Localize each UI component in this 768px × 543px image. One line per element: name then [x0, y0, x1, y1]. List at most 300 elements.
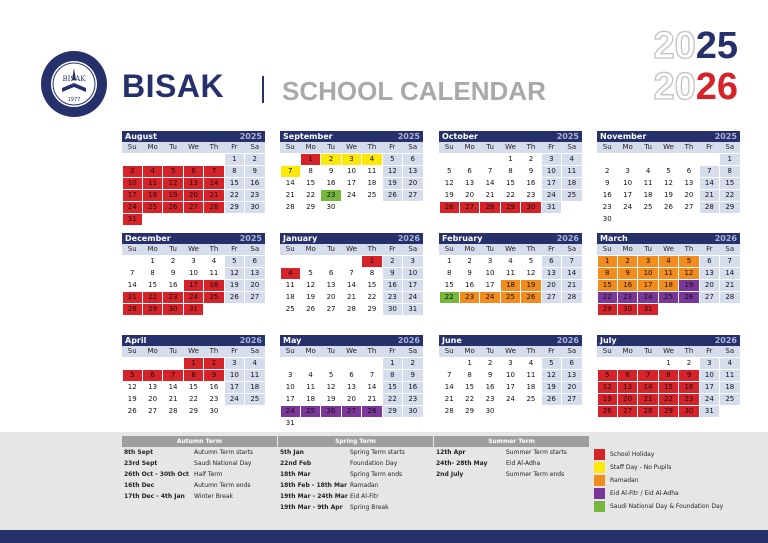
- academic-years: [618, 26, 738, 108]
- day-cell: 10: [700, 370, 719, 381]
- day-cell: 8: [720, 166, 739, 177]
- month-year: 2026: [239, 336, 262, 345]
- day-cell: 11: [562, 166, 581, 177]
- month-name: August: [125, 132, 157, 141]
- day-cell: 27: [460, 202, 479, 213]
- day-cell: 17: [403, 280, 422, 291]
- brand-name: BISAK: [122, 68, 225, 104]
- day-cell: 2: [403, 358, 422, 369]
- weekday-label: Mo: [147, 143, 158, 151]
- day-cell: 1: [184, 358, 203, 369]
- term-row: [278, 447, 433, 458]
- term-event: Foundation Day: [350, 460, 398, 467]
- day-cell: 17: [123, 190, 142, 201]
- empty-cell: [618, 358, 637, 369]
- weekday-label: Fr: [231, 245, 238, 253]
- day-cell: 16: [526, 179, 536, 187]
- day-cell: 29: [367, 305, 377, 313]
- day-cell: 16: [326, 179, 336, 187]
- day-cell: 25: [204, 292, 223, 303]
- day-cell: 24: [184, 292, 203, 303]
- bottom-bar: [0, 530, 768, 543]
- day-cell: 3: [487, 257, 493, 265]
- legend-item: [594, 500, 764, 513]
- day-cell: 9: [487, 371, 493, 379]
- day-cell: 16: [403, 382, 422, 393]
- day-cell: 20: [542, 280, 561, 291]
- day-cell: 22: [225, 190, 244, 201]
- day-cell: 5: [528, 257, 534, 265]
- term-event: Spring Break: [350, 504, 389, 511]
- weekday-label: Fr: [231, 143, 238, 151]
- day-cell: 19: [326, 395, 336, 403]
- day-cell: 12: [326, 383, 336, 391]
- day-cell: 20: [245, 280, 264, 291]
- day-cell: 13: [326, 281, 336, 289]
- day-cell: 5: [308, 269, 313, 277]
- day-cell: 7: [562, 256, 581, 267]
- day-cell: 27: [148, 407, 158, 415]
- month-year: 2025: [714, 132, 737, 141]
- day-cell: 8: [383, 370, 402, 381]
- term-date: 19th Mar - 9th Apr: [280, 504, 343, 511]
- day-cell: 15: [598, 280, 617, 291]
- month-june: [439, 335, 582, 418]
- day-cell: 20: [326, 293, 336, 301]
- empty-cell: [362, 358, 381, 369]
- term-event: Summer Term ends: [506, 471, 565, 478]
- term-event: Winter Break: [194, 493, 233, 500]
- term-event: Spring Term ends: [350, 471, 403, 478]
- day-cell: 23: [460, 292, 479, 303]
- day-cell: 24: [480, 292, 499, 303]
- empty-cell: [659, 154, 678, 165]
- day-cell: 18: [204, 280, 223, 291]
- day-cell: 14: [562, 268, 581, 279]
- month-july: [597, 335, 740, 418]
- days-grid: [597, 154, 740, 226]
- month-year: 2025: [239, 132, 262, 141]
- empty-cell: [123, 154, 142, 165]
- term-row: [122, 491, 277, 502]
- day-cell: 20: [684, 191, 694, 199]
- month-name: July: [600, 336, 617, 345]
- weekday-row: [439, 142, 582, 153]
- day-cell: 30: [403, 406, 422, 417]
- empty-cell: [460, 154, 479, 165]
- day-cell: 20: [148, 395, 158, 403]
- day-cell: 11: [306, 383, 316, 391]
- day-cell: 26: [598, 406, 617, 417]
- day-cell: 25: [562, 190, 581, 201]
- weekday-label: Su: [127, 143, 137, 151]
- day-cell: 17: [700, 382, 719, 393]
- day-cell: 19: [598, 394, 617, 405]
- weekday-row: [122, 346, 265, 357]
- weekday-label: Th: [209, 143, 219, 151]
- weekday-label: Tu: [169, 143, 177, 151]
- legend-item: [594, 487, 764, 500]
- day-cell: 17: [638, 280, 657, 291]
- day-cell: 4: [281, 268, 300, 279]
- day-cell: 20: [465, 191, 475, 199]
- day-cell: 17: [485, 281, 495, 289]
- day-cell: 12: [306, 281, 316, 289]
- day-cell: 8: [508, 167, 513, 175]
- day-cell: 19: [542, 382, 561, 393]
- term-date: 16th Dec: [124, 482, 155, 489]
- day-cell: 13: [700, 268, 719, 279]
- empty-cell: [618, 154, 637, 165]
- day-cell: 23: [403, 394, 422, 405]
- empty-cell: [321, 358, 340, 369]
- day-cell: 14: [367, 383, 377, 391]
- month-name: September: [283, 132, 333, 141]
- month-december: [122, 233, 265, 316]
- day-cell: 29: [143, 304, 162, 315]
- day-cell: 21: [720, 280, 739, 291]
- weekday-label: Tu: [486, 143, 494, 151]
- day-cell: 30: [618, 304, 637, 315]
- term-date: 18th Mar: [280, 471, 311, 478]
- day-cell: 22: [440, 292, 459, 303]
- empty-cell: [342, 256, 361, 267]
- day-cell: 3: [191, 257, 196, 265]
- day-cell: 29: [501, 202, 520, 213]
- legend-item: [594, 448, 764, 461]
- day-cell: 5: [679, 256, 698, 267]
- weekday-label: Su: [444, 245, 454, 253]
- day-cell: 27: [184, 202, 203, 213]
- empty-cell: [321, 256, 340, 267]
- day-cell: 24: [700, 394, 719, 405]
- day-cell: 2: [170, 257, 176, 265]
- weekday-label: Su: [444, 347, 454, 355]
- month-year: 2026: [714, 234, 737, 243]
- day-cell: 29: [306, 203, 316, 211]
- weekday-label: We: [663, 143, 674, 151]
- day-cell: 15: [465, 383, 475, 391]
- term-row: [278, 491, 433, 502]
- day-cell: 25: [659, 292, 678, 303]
- month-header: [439, 131, 582, 142]
- day-cell: 2: [467, 257, 472, 265]
- day-cell: 7: [281, 166, 300, 177]
- legend-label: Eid Al-Fitr / Eid Al-Adha: [610, 490, 679, 497]
- month-header: [122, 131, 265, 142]
- term-event: Eid Al-Fitr: [350, 493, 379, 500]
- day-cell: 8: [446, 269, 452, 277]
- day-cell: 2: [383, 256, 402, 267]
- day-cell: 4: [645, 167, 651, 175]
- day-cell: 23: [485, 395, 495, 403]
- day-cell: 15: [383, 382, 402, 393]
- day-cell: 24: [638, 292, 657, 303]
- day-cell: 4: [720, 358, 739, 369]
- weekday-label: Su: [127, 245, 137, 253]
- day-cell: 23: [245, 190, 264, 201]
- day-cell: 28: [204, 202, 223, 213]
- day-cell: 13: [245, 268, 264, 279]
- day-cell: 18: [562, 178, 581, 189]
- day-cell: 9: [403, 370, 422, 381]
- weekday-label: Th: [684, 347, 694, 355]
- page-title: SCHOOL CALENDAR: [282, 76, 546, 106]
- day-cell: 23: [383, 292, 402, 303]
- day-cell: 2: [604, 167, 610, 175]
- weekday-label: Mo: [622, 245, 633, 253]
- day-cell: 7: [720, 256, 739, 267]
- day-cell: 15: [367, 281, 377, 289]
- day-cell: 7: [163, 370, 182, 381]
- svg-text:1977: 1977: [67, 97, 81, 103]
- legend-swatch: [594, 475, 605, 486]
- empty-cell: [440, 358, 459, 369]
- day-cell: 24: [347, 191, 356, 199]
- weekday-label: We: [505, 143, 516, 151]
- day-cell: 10: [506, 371, 515, 379]
- day-cell: 6: [562, 358, 581, 369]
- weekday-label: Fr: [548, 245, 555, 253]
- day-cell: 21: [285, 191, 295, 199]
- term-date: 2nd July: [436, 471, 464, 478]
- month-header: [597, 233, 740, 244]
- month-august: [122, 131, 265, 226]
- weekday-label: Sa: [725, 245, 735, 253]
- day-cell: 10: [189, 269, 198, 277]
- weekday-label: Sa: [408, 143, 418, 151]
- day-cell: 24: [403, 292, 422, 303]
- term-event: Summer Term starts: [506, 449, 567, 456]
- weekday-label: Mo: [305, 143, 316, 151]
- day-cell: 14: [485, 179, 495, 187]
- day-cell: 25: [720, 394, 739, 405]
- day-cell: 19: [664, 191, 673, 199]
- day-cell: 15: [720, 178, 739, 189]
- day-cell: 18: [643, 191, 653, 199]
- day-cell: 11: [143, 178, 162, 189]
- day-cell: 21: [367, 395, 377, 403]
- month-january: [280, 233, 423, 316]
- year-2025: 2025: [653, 25, 738, 67]
- weekday-label: Tu: [169, 347, 177, 355]
- day-cell: 2: [245, 154, 264, 165]
- day-cell: 12: [127, 383, 137, 391]
- month-name: May: [283, 336, 302, 345]
- day-cell: 29: [720, 202, 739, 213]
- day-cell: 21: [700, 190, 719, 201]
- day-cell: 8: [225, 166, 244, 177]
- weekday-row: [280, 346, 423, 357]
- day-cell: 3: [508, 359, 513, 367]
- month-year: 2026: [397, 336, 420, 345]
- day-cell: 1: [467, 359, 472, 367]
- day-cell: 22: [720, 190, 739, 201]
- day-cell: 28: [700, 202, 719, 213]
- day-cell: 2: [618, 256, 637, 267]
- day-cell: 1: [225, 154, 244, 165]
- weekday-label: We: [188, 245, 199, 253]
- empty-cell: [143, 154, 162, 165]
- day-cell: 3: [700, 358, 719, 369]
- day-cell: 8: [184, 370, 203, 381]
- day-cell: 23: [526, 191, 536, 199]
- legend: [594, 448, 764, 513]
- day-cell: 7: [487, 167, 493, 175]
- empty-cell: [598, 154, 617, 165]
- day-cell: 25: [245, 394, 264, 405]
- day-cell: 17: [285, 395, 295, 403]
- day-cell: 3: [123, 166, 142, 177]
- weekday-row: [122, 244, 265, 255]
- day-cell: 4: [211, 257, 217, 265]
- weekday-label: Th: [684, 143, 694, 151]
- empty-cell: [342, 358, 361, 369]
- day-cell: 18: [367, 179, 377, 187]
- weekday-label: Mo: [464, 245, 475, 253]
- day-cell: 3: [638, 256, 657, 267]
- term-title: Summer Term: [434, 436, 589, 447]
- day-cell: 16: [168, 281, 178, 289]
- day-cell: 15: [444, 281, 454, 289]
- day-cell: 25: [143, 202, 162, 213]
- day-cell: 14: [444, 383, 454, 391]
- day-cell: 6: [245, 256, 264, 267]
- term-event: Autumn Term ends: [194, 482, 251, 489]
- day-cell: 19: [306, 293, 316, 301]
- months-grid: [122, 131, 740, 429]
- day-cell: 17: [542, 178, 561, 189]
- weekday-row: [597, 346, 740, 357]
- day-cell: 26: [521, 292, 540, 303]
- weekday-label: Su: [602, 245, 612, 253]
- day-cell: 7: [446, 371, 452, 379]
- day-cell: 30: [679, 406, 698, 417]
- year-2026: 2026: [653, 66, 738, 108]
- day-cell: 12: [542, 370, 561, 381]
- empty-cell: [301, 358, 320, 369]
- day-cell: 20: [562, 382, 581, 393]
- weekday-label: Th: [526, 143, 536, 151]
- day-cell: 2: [204, 358, 223, 369]
- day-cell: 12: [526, 269, 536, 277]
- day-cell: 26: [225, 292, 244, 303]
- month-header: [439, 233, 582, 244]
- day-cell: 30: [163, 304, 182, 315]
- day-cell: 31: [700, 406, 719, 417]
- weekday-label: Th: [209, 347, 219, 355]
- empty-cell: [679, 154, 698, 165]
- day-cell: 2: [487, 359, 493, 367]
- day-cell: 16: [485, 383, 495, 391]
- day-cell: 27: [326, 305, 336, 313]
- day-cell: 21: [444, 395, 454, 403]
- day-cell: 28: [168, 407, 178, 415]
- day-cell: 1: [383, 358, 402, 369]
- month-header: [280, 335, 423, 346]
- day-cell: 26: [383, 190, 402, 201]
- day-cell: 29: [598, 304, 617, 315]
- day-cell: 8: [369, 269, 375, 277]
- weekday-label: Th: [367, 245, 377, 253]
- legend-swatch: [594, 449, 605, 460]
- day-cell: 9: [467, 269, 472, 277]
- month-name: November: [600, 132, 647, 141]
- day-cell: 27: [700, 292, 719, 303]
- day-cell: 8: [598, 268, 617, 279]
- weekday-row: [280, 142, 423, 153]
- day-cell: 14: [204, 178, 223, 189]
- day-cell: 4: [143, 166, 162, 177]
- legend-item: [594, 461, 764, 474]
- day-cell: 3: [542, 154, 561, 165]
- weekday-label: Th: [367, 143, 377, 151]
- day-cell: 22: [383, 394, 402, 405]
- day-cell: 18: [306, 395, 316, 403]
- svg-text:BISAK: BISAK: [62, 75, 86, 83]
- day-cell: 18: [143, 190, 162, 201]
- day-cell: 11: [506, 269, 515, 277]
- weekday-row: [597, 244, 740, 255]
- weekday-label: Su: [444, 143, 454, 151]
- day-cell: 22: [506, 191, 515, 199]
- weekday-label: Fr: [548, 143, 555, 151]
- month-header: [280, 131, 423, 142]
- days-grid: [122, 256, 265, 316]
- day-cell: 9: [245, 166, 264, 177]
- weekday-label: Sa: [250, 245, 260, 253]
- day-cell: 3: [287, 371, 293, 379]
- day-cell: 24: [623, 203, 633, 211]
- day-cell: 12: [383, 166, 402, 177]
- day-cell: 1: [362, 256, 381, 267]
- day-cell: 18: [720, 382, 739, 393]
- term-title: Spring Term: [278, 436, 433, 447]
- month-header: [280, 233, 423, 244]
- days-grid: [280, 358, 423, 430]
- days-grid: [280, 154, 423, 214]
- day-cell: 9: [204, 370, 223, 381]
- day-cell: 23: [618, 292, 637, 303]
- empty-cell: [598, 358, 617, 369]
- weekday-label: Su: [602, 143, 612, 151]
- day-cell: 11: [643, 179, 653, 187]
- weekday-label: Su: [285, 347, 295, 355]
- day-cell: 6: [328, 269, 334, 277]
- day-cell: 30: [245, 202, 264, 213]
- day-cell: 30: [485, 407, 495, 415]
- day-cell: 17: [184, 280, 203, 291]
- day-cell: 6: [700, 256, 719, 267]
- month-year: 2026: [397, 234, 420, 243]
- day-cell: 31: [123, 214, 142, 225]
- month-year: 2026: [556, 336, 579, 345]
- day-cell: 18: [659, 280, 678, 291]
- weekday-label: Tu: [644, 143, 652, 151]
- term-date: 18th Feb - 18th Mar: [280, 482, 348, 489]
- day-cell: 20: [184, 190, 203, 201]
- day-cell: 30: [521, 202, 540, 213]
- day-cell: 16: [209, 383, 219, 391]
- day-cell: 26: [440, 202, 459, 213]
- empty-cell: [281, 154, 300, 165]
- month-november: [597, 131, 740, 226]
- day-cell: 27: [542, 292, 561, 303]
- weekday-label: Th: [526, 347, 536, 355]
- day-cell: 5: [328, 371, 334, 379]
- day-cell: 19: [163, 190, 182, 201]
- term-row: [434, 469, 589, 480]
